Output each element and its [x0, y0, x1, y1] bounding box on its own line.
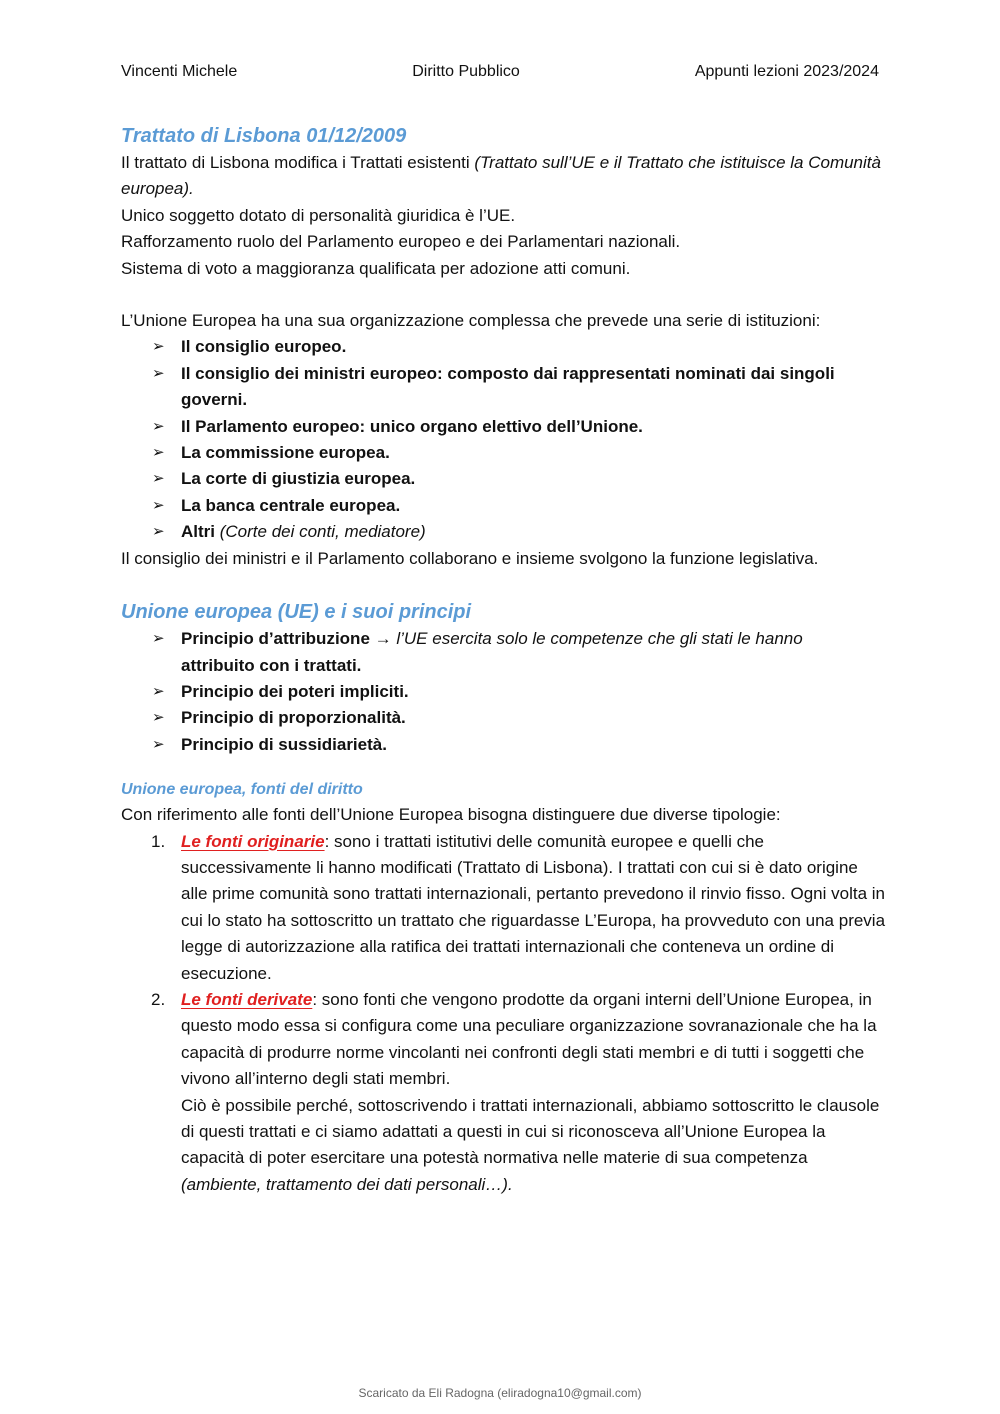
- section-title-lisbona: Trattato di Lisbona 01/12/2009: [121, 125, 407, 147]
- paragraph-text: Il trattato di Lisbona modifica i Trattati esistenti: [121, 153, 475, 172]
- header-notes: Appunti lezioni 2023/2024: [694, 63, 879, 80]
- list-item-italic: (ambiente, trattamento dei dati personali…).: [181, 1174, 513, 1194]
- spacer: [121, 572, 886, 598]
- list-item-text: La commissione europea.: [181, 443, 390, 463]
- paragraph-sources-intro: Con riferimento alle fonti dell’Unione Europea bisogna distinguere due diverse tipologie:: [121, 805, 781, 825]
- list-item-text: Il Parlamento europeo: unico organo elettivo dell’Unione.: [181, 416, 643, 436]
- paragraph-legislative-function: Il consiglio dei ministri e il Parlamento collaborano e insieme svolgono la funzione legislativa.: [121, 548, 819, 568]
- term-original-sources: Le fonti originarie: [181, 831, 325, 851]
- institutions-list: [121, 334, 886, 545]
- list-item-text: La banca centrale europea.: [181, 495, 401, 515]
- list-item: [152, 626, 886, 679]
- list-item-text: Il consiglio dei ministri europeo: composto dai rappresentati nominati dai singoli governi.: [181, 363, 835, 410]
- list-item: [152, 414, 886, 440]
- list-item: [152, 493, 886, 519]
- list-item-label: Altri: [181, 522, 215, 542]
- spacer: [121, 758, 886, 778]
- list-item: [151, 987, 886, 1198]
- list-item-text: Il consiglio europeo.: [181, 337, 347, 357]
- list-item-text: Principio di sussidiarietà.: [181, 734, 387, 754]
- term-derived-sources: Le fonti derivate: [181, 989, 313, 1009]
- list-item: [152, 732, 886, 758]
- paragraph-institutions-intro: L’Unione Europea ha una sua organizzazione complessa che prevede una serie di istituzioni:: [121, 311, 821, 331]
- list-item: [152, 440, 886, 466]
- download-footer: Scaricato da Eli Radogna (eliradogna10@gmail.com): [358, 1386, 642, 1400]
- list-item-detail: (Corte dei conti, mediatore): [219, 522, 426, 542]
- sources-list: [121, 829, 886, 1199]
- arrow-bullet-icon: ➢: [152, 338, 165, 356]
- list-item: [151, 829, 886, 987]
- list-item: [152, 334, 886, 360]
- list-item-label: Principio d’attribuzione →: [181, 629, 392, 649]
- arrow-bullet-icon: ➢: [152, 709, 165, 727]
- list-item-continuation: Ciò è possibile perché, sottoscrivendo i trattati internazionali, abbiamo sottoscritto le clausole di questi trattati e ci siamo adattati a questi in cui si riconosceva all’Unione Europea la capacità di poter esercitare una potestà normativa nelle materie di sua competenza: [181, 1095, 880, 1168]
- arrow-bullet-icon: ➢: [152, 523, 165, 541]
- arrow-bullet-icon: ➢: [152, 496, 165, 514]
- section-title-principles: Unione europea (UE) e i suoi principi: [121, 601, 472, 624]
- arrow-bullet-icon: ➢: [152, 682, 165, 700]
- list-item-text: La corte di giustizia europea.: [181, 469, 416, 489]
- arrow-bullet-icon: ➢: [152, 417, 165, 435]
- list-item: [152, 466, 886, 492]
- header-course: Diritto Pubblico: [412, 63, 520, 80]
- list-item-tail: attribuito con i trattati.: [181, 655, 362, 675]
- paragraph-legal-personality: Unico soggetto dotato di personalità giuridica è l’UE.: [121, 205, 516, 225]
- list-item-text: Principio dei poteri impliciti.: [181, 681, 409, 701]
- arrow-bullet-icon: ➢: [152, 444, 165, 462]
- list-item: [152, 361, 886, 414]
- list-item-text: : sono fonti che vengono prodotte da organi interni dell’Unione Europea, in questo modo essa si configura come una peculiare organizzazione sovranazionale che ha la capacità di produrre norme vincolanti nei confronti degli stati membri e di tutti i soggetti che vivono all’interno degli stati membri.: [181, 989, 877, 1089]
- spacer: [121, 282, 886, 308]
- section-title-sources: Unione europea, fonti del diritto: [121, 781, 363, 799]
- header-author: Vincenti Michele: [121, 63, 238, 80]
- list-number: 2.: [151, 989, 166, 1009]
- list-item-text: Principio di proporzionalità.: [181, 708, 406, 728]
- document-body: [121, 122, 886, 1198]
- arrow-bullet-icon: ➢: [152, 735, 165, 753]
- list-number: 1.: [151, 831, 166, 851]
- list-item-text: : sono i trattati istitutivi delle comunità europee e quelli che successivamente li hanno modificati (Trattato di Lisbona). I trattati con cui si è dato origine alle prime comunità sono trattati internazionali, pertanto prevedono il rinvio fisso. Ogni volta in cui lo stato ha sottoscritto un trattato che riguardasse L’Europa, ha provveduto con una previa legge di autorizzazione alla ratifica dei trattati internazionali che conteneva un ordine di esecuzione.: [181, 831, 886, 983]
- list-item-detail: l’UE esercita solo le competenze che gli stati le hanno: [391, 629, 803, 649]
- paragraph-voting-system: Sistema di voto a maggioranza qualificata per adozione atti comuni.: [121, 258, 631, 278]
- list-item: [152, 705, 886, 731]
- paragraph-italic: (Trattato sull’UE e il Trattato che istituisce la Comunità europea).: [121, 153, 881, 199]
- paragraph-lisbona-intro: [121, 150, 886, 203]
- principles-list: [121, 626, 886, 758]
- paragraph-parliament-role: Rafforzamento ruolo del Parlamento europeo e dei Parlamentari nazionali.: [121, 232, 681, 252]
- arrow-bullet-icon: ➢: [152, 364, 165, 382]
- list-item: [152, 679, 886, 705]
- page-header: [121, 61, 879, 83]
- list-item: [152, 519, 886, 545]
- arrow-bullet-icon: ➢: [152, 470, 165, 488]
- arrow-bullet-icon: ➢: [152, 630, 165, 648]
